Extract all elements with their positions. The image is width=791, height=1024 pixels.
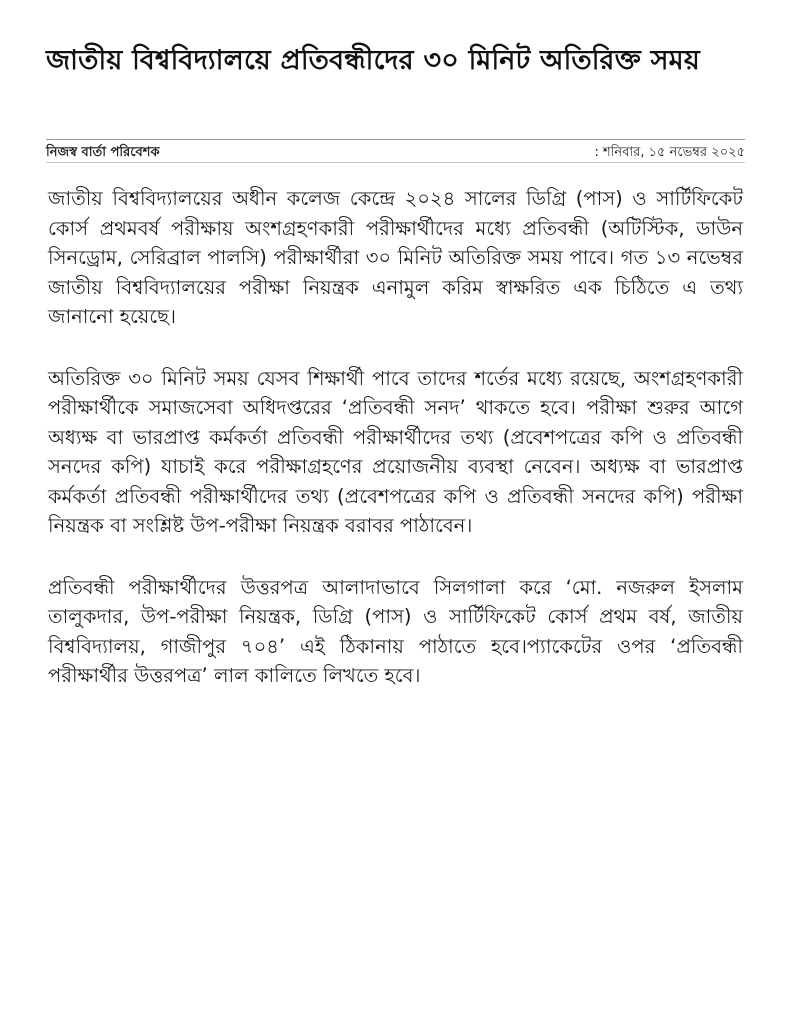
byline-bar: [46, 139, 745, 164]
paragraph-2: অতিরিক্ত ৩০ মিনিট সময় যেসব শিক্ষার্থী পাবে তাদের শর্তের মধ্যে রয়েছে, অংশগ্রহণকারী পরীক্ষার্থীকে সমাজসেবা অধিদপ্তরের ‘প্রতিবন্ধী সনদ’ থাকতে হবে। পরীক্ষা শুরুর আগে অধ্যক্ষ বা ভারপ্রাপ্ত কর্মকর্তা প্রতিবন্ধী পরীক্ষার্থীদের তথ্য (প্রবেশপত্রের কপি ও প্রতিবন্ধী সনদের কপি) যাচাই করে পরীক্ষাগ্রহণের প্রয়োজনীয় ব্যবস্থা নেবেন। অধ্যক্ষ বা ভারপ্রাপ্ত কর্মকর্তা প্রতিবন্ধী পরীক্ষার্থীদের তথ্য (প্রবেশপত্রের কপি ও প্রতিবন্ধী সনদের কপি) পরীক্ষা নিয়ন্ত্রক বা সংশ্লিষ্ট উপ-পরীক্ষা নিয়ন্ত্রক বরাবর পাঠাবেন।: [48, 366, 743, 537]
byline-divider: [46, 162, 745, 163]
article-headline: জাতীয় বিশ্ববিদ্যালয়ে প্রতিবন্ধীদের ৩০ মিনিট অতিরিক্ত সময়: [46, 45, 700, 76]
publish-date: : শনিবার, ১৫ নভেম্বর ২০২৫: [594, 145, 745, 160]
author-label: নিজস্ব বার্তা পরিবেশক: [46, 145, 160, 160]
article-body: [48, 184, 743, 723]
paragraph-3: প্রতিবন্ধী পরীক্ষার্থীদের উত্তরপত্র আলাদাভাবে সিলগালা করে ‘মো. নজরুল ইসলাম তালুকদার, উপ-পরীক্ষা নিয়ন্ত্রক, ডিগ্রি (পাস) ও সার্টিফিকেট কোর্স প্রথম বর্ষ, জাতীয় বিশ্ববিদ্যালয়, গাজীপুর ৭০৪’ এই ঠিকানায় পাঠাতে হবে।প্যাকেটের ওপর ‘প্রতিবন্ধী পরীক্ষার্থীর উত্তরপত্র’ লাল কালিতে লিখতে হবে।: [48, 575, 743, 687]
paragraph-1: জাতীয় বিশ্ববিদ্যালয়ের অধীন কলেজ কেন্দ্রে ২০২৪ সালের ডিগ্রি (পাস) ও সার্টিফিকেট কোর্স প্রথমবর্ষ পরীক্ষায় অংশগ্রহণকারী পরীক্ষার্থীদের মধ্যে প্রতিবন্ধী (অটিস্টিক, ডাউন সিনড্রোম, সেরিব্রাল পালসি) পরীক্ষার্থীরা ৩০ মিনিট অতিরিক্ত সময় পাবে। গত ১৩ নভেম্বর জাতীয় বিশ্ববিদ্যালয়ের পরীক্ষা নিয়ন্ত্রক এনামুল করিম স্বাক্ষরিত এক চিঠিতে এ তথ্য জানানো হয়েছে।: [48, 187, 743, 328]
